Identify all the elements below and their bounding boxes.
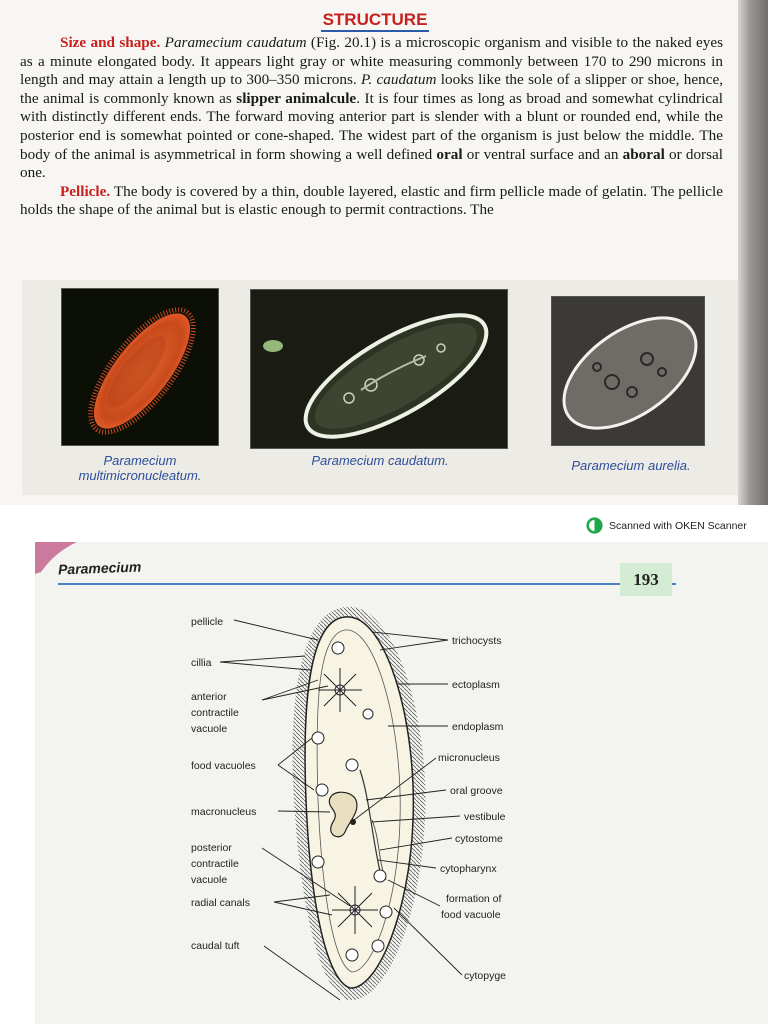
para1-text-3: . It is four times as long as broad and somewhat cylindrical with distinctly different ends. The forward moving anterior part is slender with a blunt or rounded end, while the posterior end is somewhat pointed or cone-shaped. The widest part of the organism is just below the middle. The body of the animal is asymmetrical in form showing a well defined [20,89,724,163]
para-heading-pellicle: Pellicle. [60,182,111,200]
label-cytostome: cytostome [455,833,503,845]
label-oral-groove: oral groove [450,785,503,797]
species-name: Paramecium caudatum [164,34,307,51]
label-vestibule: vestibule [464,811,506,823]
term-oral: oral [436,145,463,163]
label-posterior-3: vacuole [191,874,228,886]
label-posterior-1: posterior [191,842,232,854]
label-cytopyge: cytopyge [464,970,507,982]
para2-text: The body is covered by a thin, double layered, elastic and firm pellicle made of gelatin. The pellicle holds the shape of the animal but is elastic enough to permit contractions. The [20,182,723,219]
label-anterior-3: vacuole [191,723,228,735]
para1-text-4: or ventral surface and an [462,145,623,163]
label-posterior-2: contractile [191,858,239,870]
label-endoplasm: endoplasm [452,721,504,733]
label-ectoplasm: ectoplasm [452,679,500,691]
caption-multimicronucleatum: Paramecium multimicronucleatum. [78,453,202,483]
label-trichocysts: trichocysts [452,635,502,647]
label-anterior-1: anterior [191,691,227,703]
section-title-text: STRUCTURE [321,10,430,32]
label-food-vacuoles: food vacuoles [191,760,256,772]
label-anterior-2: contractile [191,707,239,719]
posterior-contractile-vacuole [332,886,378,934]
label-micronucleus: micronucleus [438,752,500,764]
running-header: Paramecium [57,558,142,578]
term-slipper-animalcule: slipper animalcule [236,89,357,107]
para-heading-size: Size and shape. [60,34,161,51]
para1-text-1: (Fig. 20.1) is a microscopic organism and visible to the naked eyes as a minute elongated body. It appears light gray or white measuring commonly between 170 to 290 microns in length and may attain a length up to 300–350 microns. [20,34,724,89]
micronucleus [350,819,356,825]
label-cillia: cillia [191,657,212,669]
label-macronucleus: macronucleus [191,806,257,818]
para1-text-5: or dorsal one. [20,145,723,182]
caption-caudatum: Paramecium caudatum. [311,453,449,468]
para1-text-2: looks like the sole of a slipper or shoe, hence, the animal is commonly known as [20,71,724,107]
label-caudal-tuft: caudal tuft [191,940,240,952]
label-formation-1: formation of [446,893,502,905]
page-number: 193 [620,563,672,596]
label-pellicle: pellicle [191,616,224,628]
scanner-text: Scanned with OKEN Scanner [609,519,747,532]
caption-aurelia: Paramecium aurelia. [571,458,691,473]
anterior-contractile-vacuole [318,668,362,712]
label-formation-2: food vacuole [441,909,501,921]
species-abbr: P. caudatum [361,71,437,89]
label-radial-canals: radial canals [191,897,250,909]
label-cytopharynx: cytopharynx [440,863,497,875]
term-aboral: aboral [622,145,665,163]
